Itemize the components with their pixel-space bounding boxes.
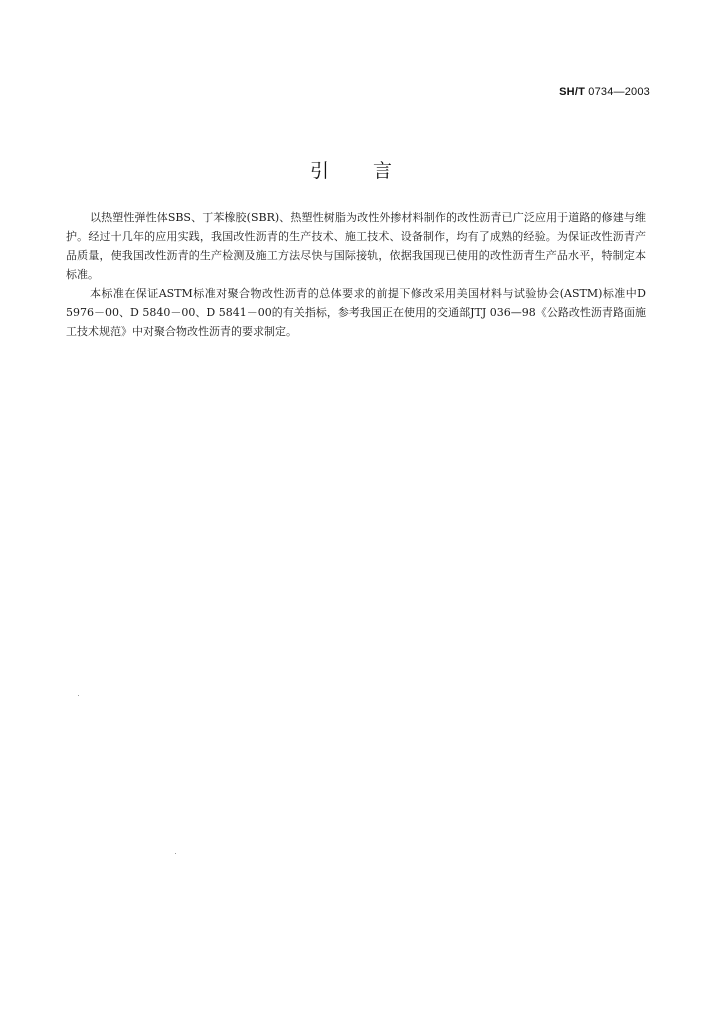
- standard-code-number: 0734—2003: [585, 86, 650, 98]
- scan-speck: [78, 695, 79, 696]
- paragraph-1: 以热塑性弹性体SBS、丁苯橡胶(SBR)、热塑性树脂为改性外掺材料制作的改性沥青已广泛应用于道路的修建与维护。经过十几年的应用实践，我国改性沥青的生产技术、施工技术、设备制作，均有了成熟的经验。为保证改性沥青产品质量，使我国改性沥青的生产检测及施工方法尽快与国际接轨，依据我国现已使用的改性沥青生产品水平，特制定本标准。: [66, 211, 646, 281]
- page-title: 引言: [309, 160, 436, 182]
- standard-code: [559, 86, 650, 98]
- introduction-body: [66, 208, 646, 341]
- standard-code-prefix: SH/T: [559, 86, 585, 98]
- scan-speck: [175, 853, 176, 854]
- paragraph-2: 本标准在保证ASTM标准对聚合物改性沥青的总体要求的前提下修改采用美国材料与试验协会(ASTM)标准中D 5976－00、D 5840－00、D 5841－00的有关指标，参考我国正在使用的交通部JTJ 036—98《公路改性沥青路面施工技术规范》中对聚合物改性沥青的要求制定。: [66, 287, 646, 338]
